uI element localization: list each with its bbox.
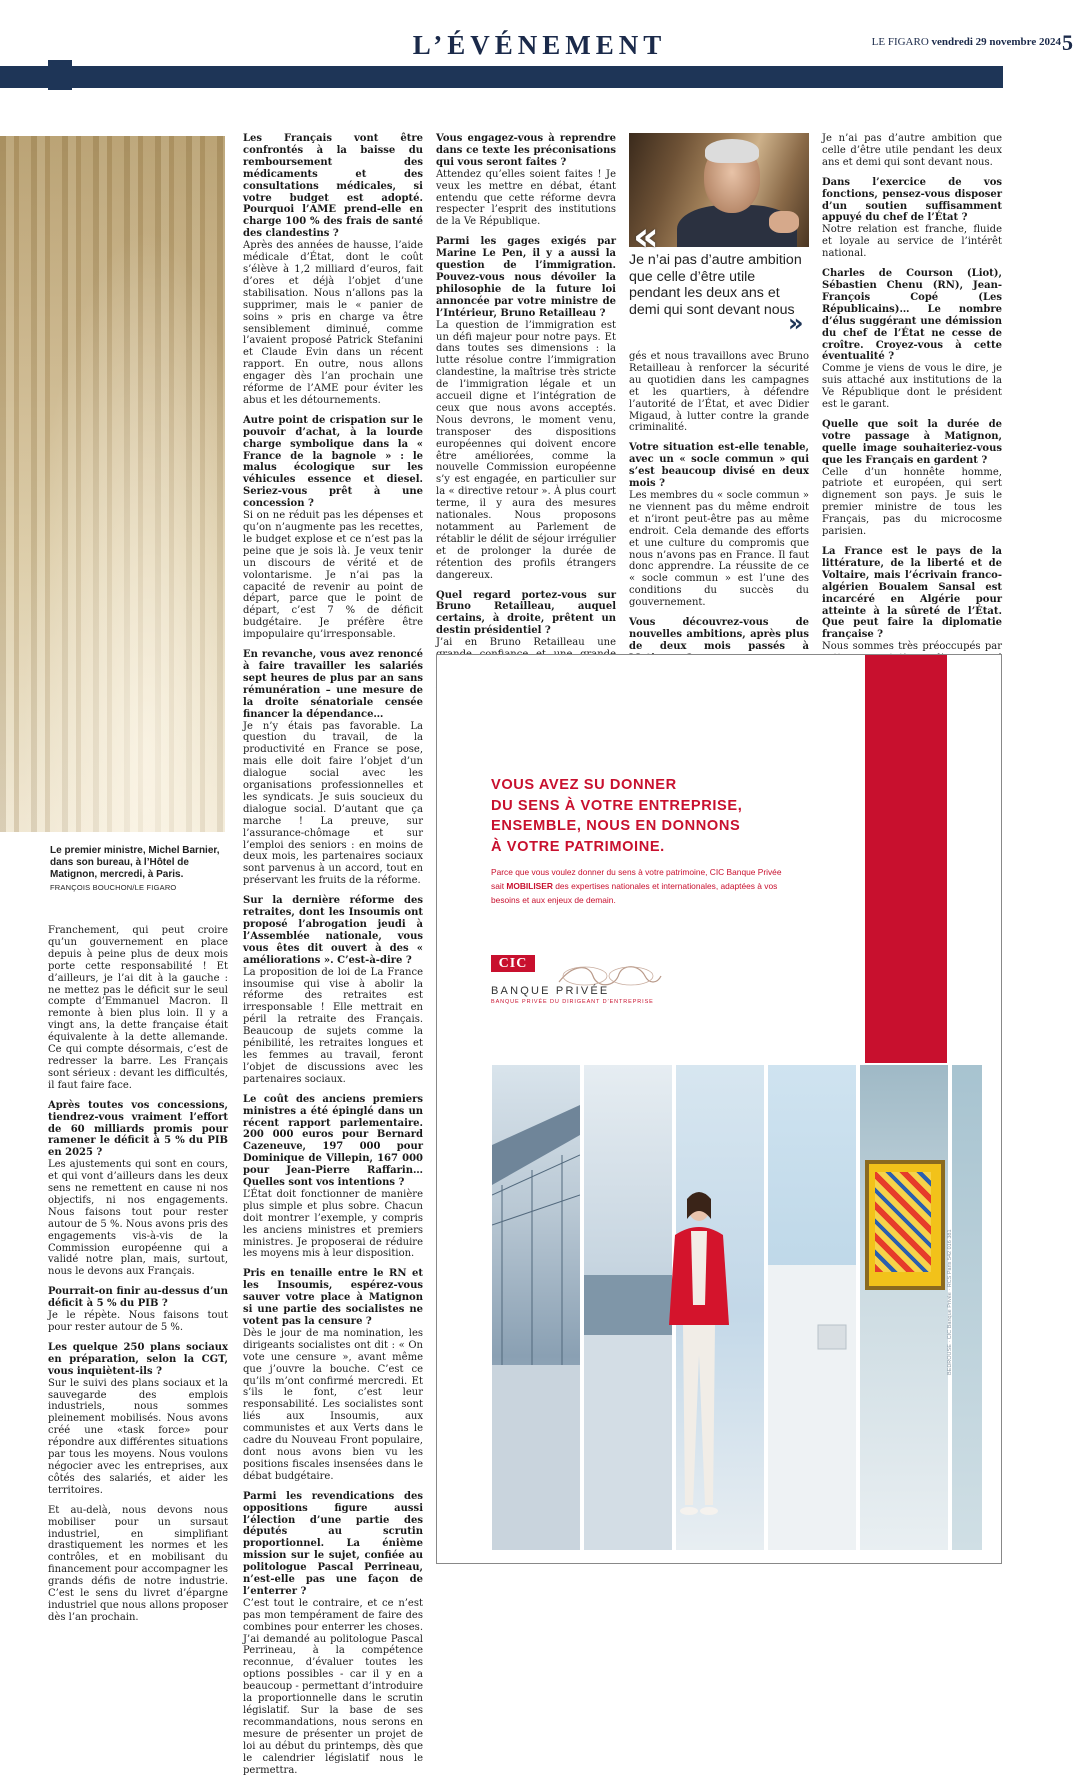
interview-answer: Et au-delà, nous devons nous mobiliser pour un sursaut industriel, en simplifiant drastiquement les normes et les contrôles, et en mobilisant du financement pour accompagner les grands défis de notre industrie. C’est le sens du livret d’épargne industriel que nous allons proposer dès l’an prochain. [48, 1504, 228, 1623]
interview-question: Quelle que soit la durée de votre passage à Matignon, quelle image souhaiteriez-vous que les Français en gardent ? [822, 418, 1002, 466]
page-number: 5 [1062, 30, 1073, 55]
interview-question: En revanche, vous avez renoncé à faire travailler les salariés sept heures de plus par an sans rémunération – une mesure de la droite sénatoriale censée financer la dépendance… [243, 649, 423, 720]
article-column-5 [822, 133, 1002, 745]
ad-image-strip [860, 1065, 948, 1550]
interview-answer: Les membres du « socle commun » ne viennent pas du même endroit et n’iront peut-être pas au même endroit. Cela demande des efforts et une culture du compromis que nous n’avons pas en France. Il faut donc apprendre. La réussite de ce « socle commun » est l’une des conditions du succès du gouvernement. [629, 489, 809, 609]
interview-question: Après toutes vos concessions, tiendrez-vous vraiment l’effort de 60 milliards promis pour ramener le déficit à 5 % du PIB en 2025 ? [48, 1099, 228, 1159]
article-paragraph [48, 1286, 228, 1334]
caption-text: Le premier ministre, Michel Barnier, dans son bureau, à l’Hôtel de Matignon, mercredi, à Paris. [50, 845, 220, 880]
ad-body-post: des expertises nationales et internationales, adaptées à vos besoins et aux enjeux de demain. [491, 881, 778, 905]
ad-image-strip [492, 1065, 580, 1550]
interview-question: Autre point de crispation sur le pouvoir d’achat, à la lourde charge symbolique dans la « France de la bagnole » : le malus écologique sur les véhicules essence et diesel. Seriez-vous prêt à une concession ? [243, 414, 423, 510]
ad-headline-line: DU SENS À VOTRE ENTREPRISE, [491, 797, 743, 814]
interview-answer: J’ai en Bruno Retailleau une [436, 637, 616, 649]
interview-question: Dans l’exercice de vos fonctions, pensez-vous disposer d’un soutien suffisamment appuyé du chef de l’État ? [822, 176, 1002, 224]
ad-headline [491, 775, 821, 857]
cic-advertisement[interactable] [436, 654, 1002, 1564]
article-column-3 [436, 133, 616, 705]
cic-logo: CIC [491, 955, 535, 972]
ad-legal-mention: BEDROUSE · CIC Banque Privée · RCS Paris 542 016 381 [947, 1229, 953, 1375]
article-paragraph [48, 925, 228, 1092]
interview-question: La France est le pays de la littérature, de la liberté et de Voltaire, mais l’écrivain franco-algérien Boualem Sansal est incarcéré en Algérie pour atteinte à la sûreté de l’État. Que peut faire la diplomatie française ? [822, 546, 1002, 641]
issue-date: vendredi 29 novembre 2024 [931, 36, 1061, 48]
framed-painting [865, 1160, 945, 1290]
woman-figure [647, 1185, 747, 1535]
main-photo [0, 136, 225, 832]
interview-answer: L’État doit fonctionner de manière plus simple et plus sobre. Chacun doit montrer l’exemple, y compris les anciens ministres et premiers ministres. Je proposerai de réduire les moyens mis à leur disposition. [243, 1188, 423, 1260]
interview-answer: Après des années de hausse, l’aide médicale d’État, dont le coût s’élève à 1,2 milliard d’euros, fait d’ores et déjà l’objet d’une stabilisation. Nous n’allons pas la supprimer, mais le « panier de soins » pris en charge va être sensiblement diminué, comme l’avaient proposé Patrick Stefanini et Claude Evin dans un récent rapport. En outre, nous allons engager dès l’an prochain une réforme de l’AME pour éviter les abus et les détournements. [243, 240, 423, 406]
ad-body-pre: Parce que vous voulez donner du sens à votre patrimoine, CIC Banque Privée sait [491, 867, 782, 891]
article-paragraph [243, 649, 423, 887]
article-paragraph [436, 133, 616, 228]
photo-caption [50, 845, 230, 894]
interview-answer: Sur le suivi des plans sociaux et la sauvegarde des emplois industriels, nous sommes pleinement mobilisés. Nous avons créé une «task force» pour répondre aux différentes situations par tous les moyens. Nous voulons négocier avec les entreprises, aux côtés des salariés, et aider les territoires. [48, 1377, 228, 1496]
ad-red-band [865, 655, 947, 1063]
ad-image-strip [952, 1065, 982, 1550]
interview-answer: Attendez qu’elles soient faites ! Je veux les mettre en débat, étant entendu que cette réforme devra respecter l’esprit des institutions de la Ve République. [436, 168, 616, 228]
article-column-1 [48, 925, 228, 1632]
article-paragraph [822, 177, 1002, 260]
article-paragraph [243, 133, 423, 407]
interview-question: Vous découvrez-vous de nouvelles ambitions, après plus de deux mois passés à [629, 617, 809, 652]
interview-answer: Je n’y étais pas favorable. La question du travail, de la productivité en France se pose, mais elle doit faire l’objet d’un dialogue social avec les organisations professionnelles et les syndicats. Je suis soucieux du dialogue social. D’autant que ça marche ! La preuve, sur l’assurance-chômage et sur l’emploi des seniors : en moins de deux mois, les partenaires sociaux sont parvenus à un accord, tout en préservant les fruits de la réforme. [243, 720, 423, 887]
interview-answer: Celle d’un honnête homme, patriote et européen, qui sert dignement son pays. Je suis le premier ministre de tous les Français, pas du microcosme parisien. [822, 466, 1002, 538]
article-column-2 [243, 133, 423, 1784]
ad-body-strong: MOBILISER [506, 881, 553, 891]
ad-body-text [491, 865, 791, 907]
interview-answer: Les ajustements qui sont en cours, et qui vont d’ailleurs dans les deux sens ne remettent en cause ni nos objectifs, ni nos engagements. Nous faisons tout pour rester autour de 5 %. Nous avons pris des engagements vis-à-vis de la Commission européenne qui a validé notre plan, mais, surtout, nous le devons aux Français. [48, 1159, 228, 1278]
ad-headline-line: VOUS AVEZ SU DONNER [491, 777, 677, 793]
interview-question: Les quelque 250 plans sociaux en préparation, selon la CGT, vous inquiètent-ils ? [48, 1341, 228, 1377]
interview-answer: gés et nous travaillons avec Bruno Retailleau à renforcer la sécurité au quotidien dans les campagnes et les quartiers, à défendre l’autorité de l’État, et avec Didier Migaud, à lutter contre la grande criminalité. [629, 351, 809, 434]
header-tab [48, 60, 72, 90]
interview-question: Sur la dernière réforme des retraites, dont les Insoumis ont proposé l’abrogation jeudi à l’Assemblée nationale, vous vous êtes dit ouvert à des « améliorations ». C’est-à-dire ? [243, 895, 423, 966]
interview-answer: Dès le jour de ma nomination, les dirigeants socialistes ont dit : « On vote une censure », avant même que j’ouvre la bouche. C’est ce qu’ils m’ont confirmé mercredi. Et s’ils le font, c’est leur responsabilité. Les socialistes sont liés aux Insoumis, aux communistes et aux Verts dans le cadre du Nouveau Front populaire, dont nous avons bien vu les positions fiscales insensées dans le débat budgétaire. [243, 1327, 423, 1482]
article-paragraph [243, 1491, 423, 1777]
article-paragraph [436, 236, 616, 581]
close-quote-icon: » [788, 309, 804, 337]
folio [872, 36, 1061, 48]
interview-answer: Notre relation est franche, fluide et loyale au service de l’intérêt national. [822, 224, 1002, 260]
pull-quote: Je n’ai pas d’autre ambition que celle d’être utile pendant les deux ans et demi qui sont devant nous [629, 252, 802, 318]
ad-brand-name: BANQUE PRIVÉE [491, 985, 610, 997]
article-paragraph [629, 442, 809, 609]
article-column-4 [629, 351, 809, 673]
interview-question: Le coût des anciens premiers ministres a été épinglé dans un récent rapport parlementaire. 200 000 euros pour Bernard Cazeneuve, 197 000 pour Dominique de Villepin, 167 000 pour Jean-Pierre Raffarin… Quelles sont vos intentions ? [243, 1093, 423, 1189]
ad-tagline: BANQUE PRIVÉE DU DIRIGEANT D’ENTREPRISE [491, 999, 654, 1005]
article-paragraph [243, 1268, 423, 1482]
interview-question: Charles de Courson (Liot), Sébastien Chenu (RN), Jean-François Copé (Les Républicains)… Le nombre d’élus suggérant une démission du chef de l’État ne cesse de croître. Croyez-vous à cette éventualité ? [822, 268, 1002, 363]
photo-credit: FRANÇOIS BOUCHON/LE FIGARO [50, 883, 177, 892]
interview-answer: Je n’ai pas d’autre ambition que celle d’être utile pendant les deux ans et demi qui sont devant nous. [822, 133, 1002, 168]
interview-answer: Je le répète. Nous faisons tout pour rester autour de 5 %. [48, 1310, 228, 1333]
ad-headline-line: ENSEMBLE, NOUS EN DONNONS [491, 818, 741, 834]
interview-question: Quel regard portez-vous sur Bruno Retailleau, auquel certains, à droite, prêtent un destin présidentiel ? [436, 589, 616, 637]
interview-answer: C’est tout le contraire, et ce n’est pas mon tempérament de faire des combines pour enterrer les choses. J’ai demandé au politologue Pascal Perrineau, à la compétence reconnue, d’évaluer toutes les options possibles - car il y en a beaucoup - permettant d’introduire la proportionnelle dans le scrutin législatif. Sur la base de ses recommandations, nous serons en mesure de présenter un projet de loi au début du printemps, dès que le calendrier législatif nous le permettra. [243, 1597, 423, 1776]
interview-question: Pourrait-on finir au-dessus d’un déficit à 5 % du PIB ? [48, 1286, 228, 1310]
article-paragraph [243, 895, 423, 1086]
interview-question: Vous engagez-vous à reprendre dans ce texte les préconisations qui vous seront faites ? [436, 133, 616, 168]
interview-answer: La question de l’immigration est un défi majeur pour notre pays. Et dans toutes ses dimensions : la lutte résolue contre l’immigration clandestine, la maîtrise très stricte de l’immigration légale et un accueil digne et l’intégration de ceux que nous avons acceptés. Nous devrons, le moment venu, transposer des dispositions européennes qui doivent encore être améliorées, comme la nouvelle Commission européenne s’y est engagée, en particulier sur la « directive retour ». À plus court terme, il y aura des mesures nationales. Nous proposons notamment au Parlement de rétablir le délit de séjour irrégulier et de prolonger la durée de rétention des profils étrangers dangereux. [436, 319, 616, 581]
ad-headline-line: À VOTRE PATRIMOINE. [491, 838, 665, 855]
article-paragraph [822, 268, 1002, 411]
header-rule [0, 66, 1003, 88]
ad-image-strip [768, 1065, 856, 1550]
interview-answer: Nous sommes très préoccupés par [822, 641, 1002, 736]
article-paragraph [822, 133, 1002, 169]
interview-answer: Si on ne réduit pas les dépenses et qu’on n’augmente pas les recettes, le budget explose et ce n’est pas la peine que je sois là. Je veux tenir un discours de vérité et de volontarisme. Je n’ai pas la capacité de revenir au point de départ, parce que le point de départ, c’est 7 % de déficit budgétaire. Je préfère être impopulaire qu’irresponsable. [243, 510, 423, 641]
article-paragraph [48, 1100, 228, 1279]
interview-question: Votre situation est-elle tenable, avec un « socle commun » qui s’est beaucoup divisé en deux mois ? [629, 442, 809, 490]
article-paragraph [243, 415, 423, 641]
article-paragraph [629, 351, 809, 434]
interview-question: Parmi les gages exigés par Marine Le Pen, il y a aussi la question de l’immigration. Pouvez-vous nous dévoiler la philosophie de la future loi annoncée par votre ministre de l’Intérieur, Bruno Retailleau ? [436, 236, 616, 319]
open-quote-icon: « [633, 214, 659, 260]
interview-answer: Comme je viens de vous le dire, je suis attaché aux institutions de la Ve République dont le président est le garant. [822, 363, 1002, 411]
article-paragraph [48, 1505, 228, 1624]
journal-name: LE FIGARO [871, 36, 929, 48]
interview-answer: Franchement, qui peut croire qu’un gouvernement en place depuis à peine plus de deux mois porte cette responsabilité ! Et d’ailleurs, je l’ai dit à la gauche : ne mettez pas le déficit sur le seul compte d’Emmanuel Macron. Il remonte à bien plus loin. Il y a vingt ans, la dette française était équivalente à la dette allemande. Ce qui compte désormais, c’est de redresser la barre. Les Français sont sérieux : devant les difficultés, il faut faire face. [48, 925, 228, 1091]
interview-question: Les Français vont être confrontés à la baisse du remboursement des médicaments et des consultations médicales, si votre budget est adopté. Pourquoi l’AME prend-elle en charge 100 % des frais de santé des clandestins ? [243, 133, 423, 240]
article-paragraph [243, 1094, 423, 1261]
article-paragraph [822, 419, 1002, 538]
section-title: L’ÉVÉNEMENT [412, 30, 667, 60]
interview-question: Parmi les revendications des oppositions figure aussi l’élection d’une partie des députés au scrutin proportionnel. La énième mission sur le sujet, confiée au politologue Pascal Perrineau, n’est-elle pas une façon de l’enterrer ? [243, 1490, 423, 1597]
interview-question: Pris en tenaille entre le RN et les Insoumis, espérez-vous sauver votre place à Matignon si une partie des socialistes ne votent pas la censure ? [243, 1268, 423, 1327]
interview-answer: La proposition de loi de La France insoumise qui vise à abolir la réforme des retraites est irresponsable ! Elle mettrait en péril la retraite des Français. Beaucoup de sujets comme la pénibilité, les retraites longues et les femmes au travail, feront l’objet de discussions avec les partenaires sociaux. [243, 966, 423, 1085]
article-paragraph [48, 1342, 228, 1497]
